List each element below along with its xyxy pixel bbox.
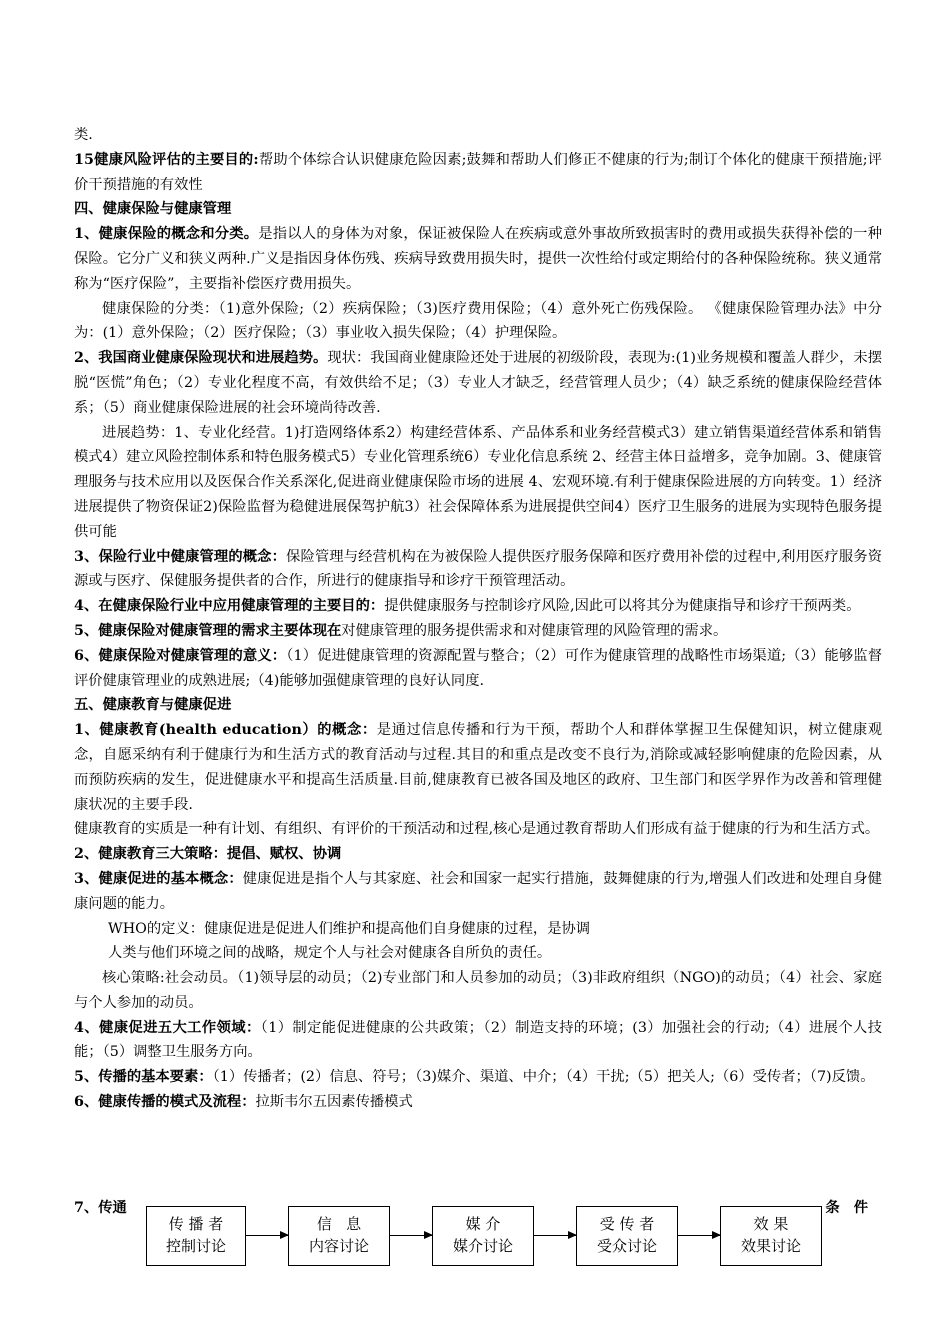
paragraph	[74, 644, 882, 694]
paragraph-text: 拉斯韦尔五因素传播模式	[255, 1094, 413, 1111]
paragraph: 健康教育的实质是一种有计划、有组织、有评价的干预活动和过程,核心是通过教育帮助人们形成有益于健康的行为和生活方式。	[74, 821, 880, 838]
paragraph	[74, 148, 882, 198]
flow-box-subtitle: 控制讨论	[165, 1237, 226, 1255]
flow-box-communicator	[146, 1206, 246, 1266]
paragraph-text: 对健康管理的服务提供需求和对健康管理的风险管理的需求。	[341, 622, 728, 639]
paragraph-lead: 1、健康教育(health education）的概念：	[74, 722, 377, 739]
paragraph-text: 保险管理与经营机构在为被保险人提供医疗服务保障和医疗费用补偿的过程中,利用医疗服务资源或与医疗、保健服务提供者的合作，所进行的健康指导和诊疗干预管理活动。	[74, 548, 882, 590]
paragraph-text: 健康促进是指个人与其家庭、社会和国家一起实行措施，鼓舞健康的行为,增强人们改进和处理自身健康问题的能力。	[74, 870, 882, 912]
paragraph	[74, 1016, 882, 1066]
paragraph-lead: 3、健康促进的基本概念：	[74, 870, 243, 887]
paragraph-text: 帮助个体综合认识健康危险因素;鼓舞和帮助人们修正不健康的行为;制订个体化的健康干预措施;评价干预措施的有效性	[74, 151, 882, 193]
flow-box-title: 受 传 者	[599, 1215, 655, 1233]
flow-label: 7、传通	[74, 1200, 127, 1216]
paragraph-lead: 1、健康保险的概念和分类。	[74, 226, 259, 243]
paragraph	[74, 346, 882, 420]
paragraph	[74, 867, 882, 917]
paragraph-text: 提供健康服务与控制诊疗风险,因此可以将其分为健康指导和诊疗干预两类。	[384, 598, 861, 615]
paragraph-text: 是通过信息传播和行为干预，帮助个人和群体掌握卫生保健知识，树立健康观念，自愿采纳有利于健康行为和生活方式的教育活动与过程.其目的和重点是改变不良行为,消除或减轻影响健康的危险因素，从而预防疾病的发生，促进健康水平和提高生活质量.目前,健康教育已被各国及地区的政府、卫生部门和医学界作为改善和管理健康状况的主要手段.	[74, 722, 882, 813]
flow-box-subtitle: 媒介讨论	[452, 1237, 513, 1255]
paragraph-text: （1）制定能促进健康的公共政策；（2）制造支持的环境；(3）加强社会的行动;（4）进展个人技能；（5）调整卫生服务方向。	[74, 1019, 882, 1061]
paragraph	[74, 594, 882, 619]
flow-box-title: 传 播 者	[168, 1215, 224, 1233]
paragraph-text: （1）促进健康管理的资源配置与整合；（2）可作为健康管理的战略性市场渠道;（3）能够监督评价健康管理业的成熟进展;（4)能够加强健康管理的良好认同度.	[74, 647, 882, 689]
paragraph-continuation: 类.	[74, 127, 93, 143]
paragraph	[74, 545, 882, 595]
indented-line: 人类与他们环境之间的战略，规定个人与社会对健康各自所负的责任。	[108, 945, 552, 962]
paragraph-lead: 5、健康保险对健康管理的需求主要体现在	[74, 622, 342, 639]
paragraph	[74, 1065, 882, 1090]
flow-arrow	[678, 1235, 720, 1236]
flow-box-effect	[720, 1206, 822, 1266]
paragraph-text: 现状：我国商业健康险还处于进展的初级阶段，表现为:(1)业务规模和覆盖人群少，未摆脱“医慌”角色；（2）专业化程度不高，有效供给不足；（3）专业人才缺乏，经营管理人员少；（4）缺乏系统的健康保险经营体系；（5）商业健康保险进展的社会环境尚待改善.	[74, 350, 882, 416]
flow-box-message	[288, 1206, 390, 1266]
paragraph-lead: 4、在健康保险行业中应用健康管理的主要目的：	[74, 598, 385, 615]
flow-box-subtitle: 内容讨论	[308, 1237, 369, 1255]
flow-box-receiver	[576, 1206, 678, 1266]
paragraph-lead: 2、我国商业健康保险现状和进展趋势。	[74, 350, 328, 367]
flow-box-title: 效 果	[753, 1215, 789, 1233]
indented-paragraph: 核心策略:社会动员。（1)领导层的动员；（2)专业部门和人员参加的动员；（3)非政府组织（NGO)的动员；（4）社会、家庭与个人参加的动员。	[74, 970, 882, 1011]
flow-arrow	[246, 1235, 288, 1236]
flow-arrow	[534, 1235, 576, 1236]
flow-box-title: 媒 介	[465, 1215, 501, 1233]
communication-flow-diagram	[74, 1196, 882, 1276]
indented-paragraph: 进展趋势：1、专业化经营。1)打造网络体系2）构建经营体系、产品体系和业务经营模式3）建立销售渠道经营体系和销售模式4）建立风险控制体系和特色服务模式5）专业化管理系统6）专业化信息系统 2、经营主体日益增多，竞争加剧。3、健康管理服务与技术应用以及医保合作关系深化,促进商业健康保险市场的进展 4、宏观环境.有利于健康保险进展的方向转变。1）经济进展提供了物资保证2)保险监督为稳健进展保驾护航3）社会保障体系为进展提供空间4）医疗卫生服务的进展为实现特色服务提供可能	[74, 424, 882, 540]
section-heading: 2、健康教育三大策略：提倡、赋权、协调	[74, 846, 342, 863]
paragraph	[74, 1090, 882, 1115]
paragraph-lead: 6、健康传播的模式及流程：	[74, 1094, 256, 1111]
paragraph-text: （1）传播者；(2）信息、符号；（3)媒介、渠道、中介；（4）干扰;（5）把关人;（6）受传者；（7)反馈。	[212, 1069, 875, 1086]
paragraph-lead: 15健康风险评估的主要目的:	[74, 151, 259, 168]
paragraph-lead: 3、保险行业中健康管理的概念：	[74, 548, 287, 565]
flow-arrow	[390, 1235, 432, 1236]
paragraph-text: 是指以人的身体为对象，保证被保险人在疾病或意外事故所致损害时的费用或损失获得补偿的一种保险。它分广义和狭义两种.广义是指因身体伤残、疾病导致费用损失时，提供一次性给付或定期给付的各种保险统称。狭义通常称为“医疗保险”，主要指补偿医疗费用损失。	[74, 226, 882, 292]
indented-paragraph: 健康保险的分类：（1)意外保险;（2）疾病保险；（3)医疗费用保险；（4）意外死亡伤残保险。 《健康保险管理办法》中分为：(1）意外保险；（2）医疗保险；（3）事业收入损失保险；（4）护理保险。	[74, 300, 882, 342]
document-body	[74, 123, 882, 1115]
flow-box-subtitle: 受众讨论	[596, 1237, 657, 1255]
flow-box-title: 信 息	[316, 1215, 362, 1233]
paragraph	[74, 718, 882, 817]
paragraph-lead: 4、健康促进五大工作领域：	[74, 1019, 261, 1036]
indented-line: WHO的定义：健康促进是促进人们维护和提高他们自身健康的过程，是协调	[108, 920, 591, 937]
paragraph	[74, 619, 882, 644]
section-heading: 四、健康保险与健康管理	[74, 201, 232, 218]
paragraph-lead: 5、传播的基本要素：	[74, 1069, 213, 1086]
flow-condition-label: 条件	[825, 1200, 882, 1216]
paragraph-lead: 6、健康保险对健康管理的意义：	[74, 647, 287, 664]
paragraph	[74, 222, 882, 296]
section-heading: 五、健康教育与健康促进	[74, 697, 232, 714]
flow-box-subtitle: 效果讨论	[740, 1237, 801, 1255]
flow-box-medium	[432, 1206, 534, 1266]
